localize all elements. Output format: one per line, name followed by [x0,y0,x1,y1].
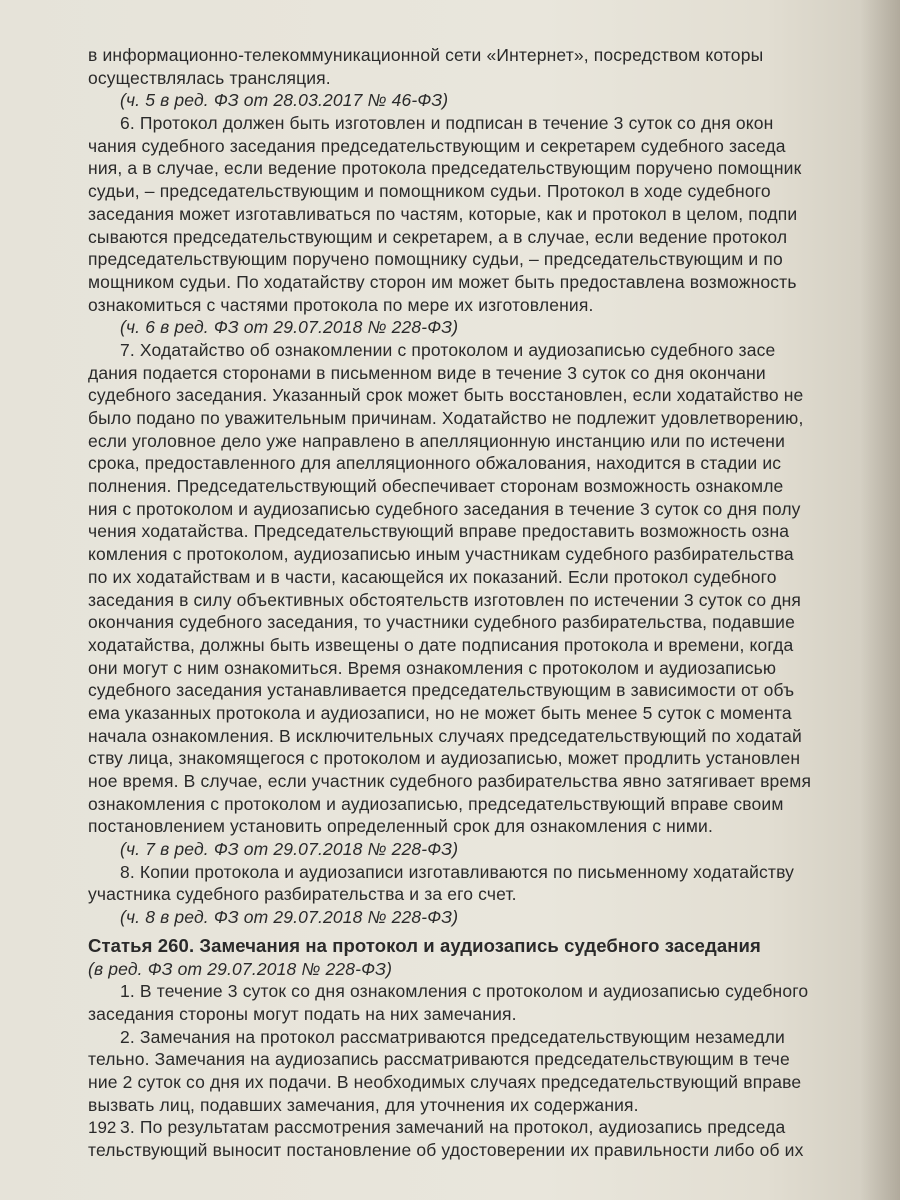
text-line: заседания стороны могут подать на них замечания. [88,1003,517,1024]
text-line: тельствующий выносит постановление об удостоверении их правильности либо об их [88,1140,804,1160]
text-line: они могут с ним ознакомиться. Время ознакомления с протоколом и аудиозаписью [88,657,777,678]
text-line: ознакомиться с частями протокола по мере их изготовления. [88,294,594,315]
edition-note: (ч. 7 в ред. ФЗ от 29.07.2018 № 228-ФЗ) [120,839,459,860]
text-line: срока, предоставленного для апелляционного обжалования, находится в стадии ис [88,453,782,474]
text-line: участника судебного разбирательства и за его счет. [88,884,517,905]
paragraph-start-line: 1. В течение 3 суток со дня ознакомления с протоколом и аудиозаписью судебного [120,981,809,1002]
text-line: ходатайства, должны быть извещены о дате подписания протокола и времени, когда [88,634,794,655]
text-line: председательствующим поручено помощнику судьи, – председательствующим и по [88,249,783,270]
paragraph-start-line: 3. По результатам рассмотрения замечаний на протокол, аудиозапись председа [120,1117,786,1138]
text-line: судебного заседания. Указанный срок может быть восстановлен, если ходатайство не [88,385,804,406]
text-line: дания подается сторонами в письменном виде в течение 3 суток со дня окончани [88,362,766,383]
edition-note: (ч. 5 в ред. ФЗ от 28.03.2017 № 46-ФЗ) [120,90,449,111]
text-line: полнения. Председательствующий обеспечивает сторонам возможность ознакомле [88,476,784,497]
text-line: постановлением установить определенный срок для ознакомления с ними. [88,816,713,837]
text-line: осуществлялась трансляция. [88,67,331,88]
text-line: чания судебного заседания председательствующим и секретарем судебного заседа [88,135,786,156]
article-heading: Статья 260. Замечания на протокол и аудиозапись судебного заседания [88,934,761,956]
paragraph-start-line: 2. Замечания на протокол рассматриваются председательствующим незамедли [120,1026,785,1047]
text-line: комления с протоколом, аудиозаписью иным участникам судебного разбирательства [88,544,794,565]
text-line: ния, а в случае, если ведение протокола председательствующим поручено помощник [88,158,802,179]
text-line: сываются председательствующим и секретарем, а в случае, если ведение протокол [88,226,788,247]
text-line: если уголовное дело уже направлено в апелляционную инстанцию или по истечени [88,430,785,451]
text-line: по их ходатайствам и в части, касающейся их показаний. Если протокол судебного [88,566,777,587]
text-line: ознакомления с протоколом и аудиозаписью, председательствующий вправе своим [88,793,784,814]
article-edition-note: (в ред. ФЗ от 29.07.2018 № 228-ФЗ) [88,958,393,979]
text-line: чения ходатайства. Председательствующий вправе предоставить возможность озна [88,521,790,542]
text-line: заседания в силу объективных обстоятельств изготовлен по истечении 3 суток со дня [88,589,802,610]
page-number: 192 [88,1118,117,1137]
paragraph-start-line: 7. Ходатайство об ознакомлении с протоколом и аудиозаписью судебного засе [120,339,776,360]
text-line: вызвать лиц, подавших замечания, для уточнения их содержания. [88,1094,639,1115]
text-line: было подано по уважительным причинам. Ходатайство не подлежит удовлетворению, [88,408,804,428]
text-line: в информационно-телекоммуникационной сети «Интернет», посредством которы [88,45,764,65]
text-line: судьи, – председательствующим и помощником судьи. Протокол в ходе судебного [88,181,771,202]
edition-note: (ч. 8 в ред. ФЗ от 29.07.2018 № 228-ФЗ) [120,907,459,928]
text-line: заседания может изготавливаться по частям, которые, как и протокол в целом, подпи [88,203,798,224]
text-line: окончания судебного заседания, то участники судебного разбирательства, подавшие [88,612,795,633]
text-line: начала ознакомления. В исключительных случаях председательствующий по ходатай [88,725,802,746]
paragraph-start-line: 8. Копии протокола и аудиозаписи изготавливаются по письменному ходатайству [120,861,795,882]
text-line: судебного заседания устанавливается председательствующим в зависимости от объ [88,680,795,701]
paragraph-start-line: 6. Протокол должен быть изготовлен и подписан в течение 3 суток со дня окон [120,113,774,134]
text-line: ема указанных протокола и аудиозаписи, но не может быть менее 5 суток с момента [88,702,792,723]
edition-note: (ч. 6 в ред. ФЗ от 29.07.2018 № 228-ФЗ) [120,317,459,338]
page-text [88,44,900,1162]
text-line: ния с протоколом и аудиозаписью судебного заседания в течение 3 суток со дня полу [88,498,801,519]
text-line: тельно. Замечания на аудиозапись рассматриваются председательствующим в тече [88,1049,790,1070]
text-line: ству лица, знакомящегося с протоколом и аудиозаписью, может продлить установлен [88,748,801,769]
text-line: ние 2 суток со дня их подачи. В необходимых случаях председательствующий вправе [88,1071,802,1092]
text-line: ное время. В случае, если участник судебного разбирательства явно затягивает время [88,771,812,791]
text-line: мощником судьи. По ходатайству сторон им может быть предоставлена возможность [88,271,797,292]
